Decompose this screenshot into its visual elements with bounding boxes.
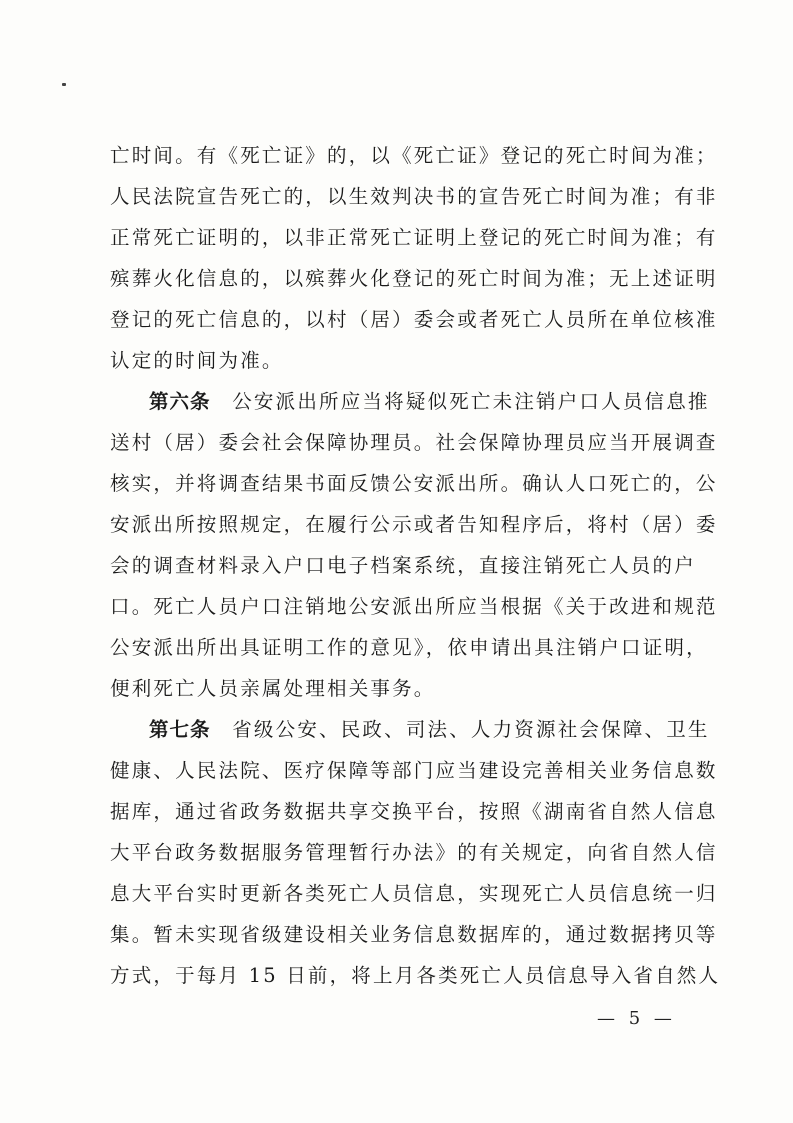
text-line: 正常死亡证明的，以非正常死亡证明上登记的死亡时间为准；有 xyxy=(110,226,718,249)
text-line: 口。死亡人员户口注销地公安派出所应当根据《关于改进和规范 xyxy=(110,595,718,618)
text-line: 人民法院宣告死亡的，以生效判决书的宣告死亡时间为准；有非 xyxy=(110,185,718,208)
text-line: 殡葬火化信息的，以殡葬火化登记的死亡时间为准；无上述证明 xyxy=(110,267,718,290)
text-line: 会的调查材料录入户口电子档案系统，直接注销死亡人员的户 xyxy=(110,554,696,577)
article-6-first-line xyxy=(110,381,710,422)
body-text xyxy=(110,135,721,996)
scan-speck xyxy=(62,83,66,86)
text-line: 省级公安、民政、司法、人力资源社会保障、卫生 xyxy=(232,718,710,741)
text-line: 安派出所按照规定，在履行公示或者告知程序后，将村（居）委 xyxy=(110,513,718,536)
text-line: 据库，通过省政务数据共享交换平台，按照《湖南省自然人信息 xyxy=(110,800,718,823)
text-line: 公安派出所出具证明工作的意见》，依申请出具注销户口证明， xyxy=(110,636,708,659)
page-number: — 5 — xyxy=(597,1008,676,1029)
text-line: 亡时间。有《死亡证》的，以《死亡证》登记的死亡时间为准； xyxy=(110,144,718,167)
text-line: 送村（居）委会社会保障协理员。社会保障协理员应当开展调查 xyxy=(110,431,718,454)
text-line: 便利死亡人员亲属处理相关事务。 xyxy=(110,677,436,700)
text-line: 息大平台实时更新各类死亡人员信息，实现死亡人员信息统一归 xyxy=(110,882,718,905)
text-line: 健康、人民法院、医疗保障等部门应当建设完善相关业务信息数 xyxy=(110,759,718,782)
text-line: 公安派出所应当将疑似死亡未注销户口人员信息推 xyxy=(232,390,710,413)
text-line: 登记的死亡信息的，以村（居）委会或者死亡人员所在单位核准 xyxy=(110,308,718,331)
text-line: 方式，于每月 15 日前，将上月各类死亡人员信息导入省自然人 xyxy=(110,964,721,987)
text-line: 认定的时间为准。 xyxy=(110,349,284,372)
article-heading: 第七条 xyxy=(149,718,211,741)
text-line: 集。暂未实现省级建设相关业务信息数据库的，通过数据拷贝等 xyxy=(110,923,718,946)
article-7-first-line xyxy=(110,709,710,750)
text-line: 大平台政务数据服务管理暂行办法》的有关规定，向省自然人信 xyxy=(110,841,718,864)
article-heading: 第六条 xyxy=(149,390,211,413)
text-line: 核实，并将调查结果书面反馈公安派出所。确认人口死亡的，公 xyxy=(110,472,718,495)
